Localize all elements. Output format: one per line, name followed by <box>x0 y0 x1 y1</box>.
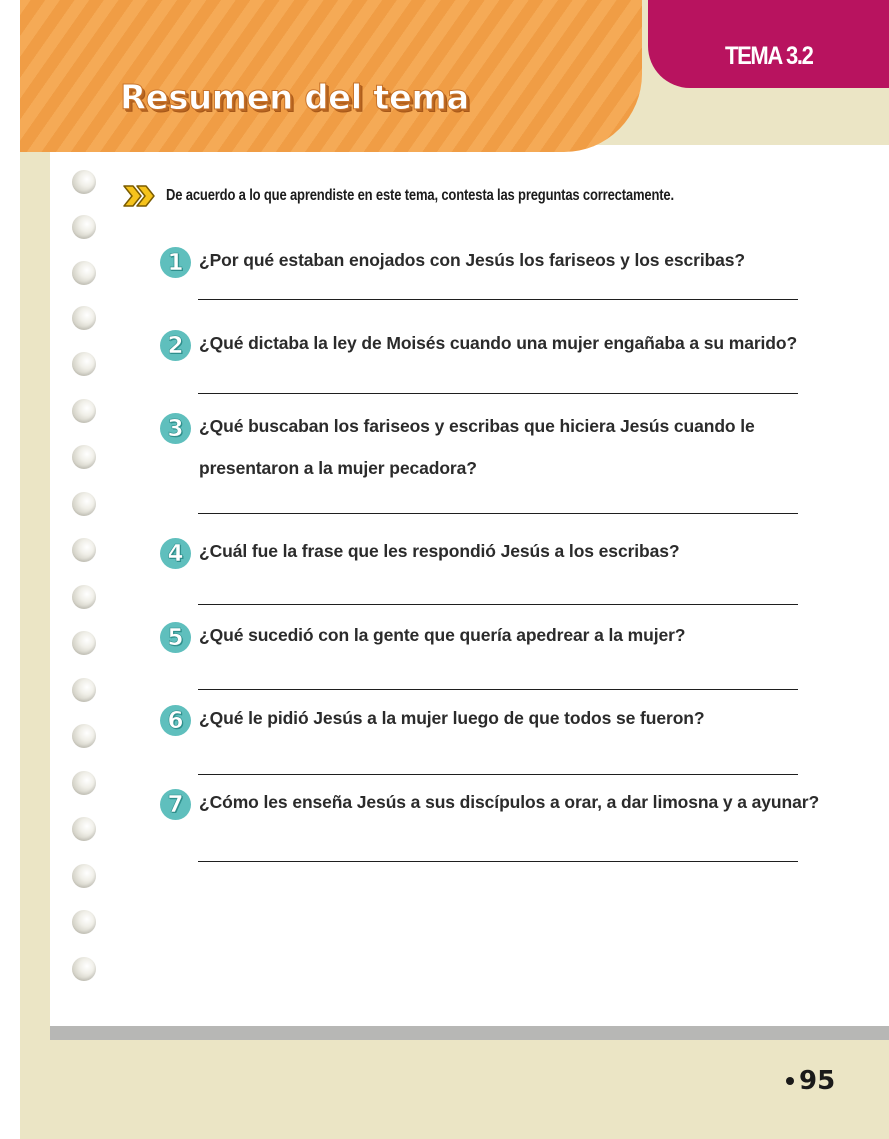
binder-ring <box>72 910 96 934</box>
answer-line-1[interactable] <box>198 299 798 300</box>
page-title: Resumen del tema <box>120 78 469 118</box>
page-number <box>786 1066 835 1096</box>
question-3 <box>160 416 759 489</box>
instruction <box>122 184 771 208</box>
binder-ring <box>72 678 96 702</box>
binder-ring <box>72 306 96 330</box>
answer-line-7[interactable] <box>198 861 798 862</box>
binder-ring <box>72 538 96 562</box>
question-text: ¿Cómo les enseña Jesús a sus discípulos a orar, a dar limosna y a ayunar? <box>199 792 820 812</box>
question-text: ¿Qué le pidió Jesús a la mujer luego de que todos se fueron? <box>199 708 705 728</box>
answer-line-2[interactable] <box>198 393 798 394</box>
page-number-text: 95 <box>799 1066 836 1096</box>
binder-ring <box>72 492 96 516</box>
answer-line-4[interactable] <box>198 604 798 605</box>
question-5 <box>160 625 799 656</box>
binder-ring <box>72 352 96 376</box>
answer-line-6[interactable] <box>198 774 798 775</box>
tema-label: TEMA 3.2 <box>725 42 813 70</box>
question-text: ¿Qué sucedió con la gente que quería apedrear a la mujer? <box>199 625 686 645</box>
question-7 <box>160 792 839 823</box>
answer-line-5[interactable] <box>198 689 798 690</box>
question-number-badge: 2 <box>160 330 191 361</box>
binder-ring <box>72 864 96 888</box>
question-number-badge: 5 <box>160 622 191 653</box>
answer-line-3[interactable] <box>198 513 798 514</box>
question-6 <box>160 708 799 739</box>
question-2 <box>160 333 799 364</box>
paper-shadow <box>50 1026 889 1040</box>
question-number-badge: 6 <box>160 705 191 736</box>
binder-ring <box>72 631 96 655</box>
binder-ring <box>72 399 96 423</box>
binder-ring <box>72 215 96 239</box>
double-chevron-right-icon <box>122 184 158 208</box>
question-number-badge: 1 <box>160 247 191 278</box>
question-number-badge: 7 <box>160 789 191 820</box>
binder-ring <box>72 724 96 748</box>
binder-ring <box>72 261 96 285</box>
question-number-badge: 3 <box>160 413 191 444</box>
question-text: ¿Qué dictaba la ley de Moisés cuando una mujer engañaba a su marido? <box>199 333 798 353</box>
question-text: ¿Por qué estaban enojados con Jesús los fariseos y los escribas? <box>199 250 746 270</box>
binder-ring <box>72 771 96 795</box>
binder-ring <box>72 170 96 194</box>
question-text: ¿Qué buscaban los fariseos y escribas que hiciera Jesús cuando le presentaron a la mujer pecadora? <box>199 416 755 478</box>
binder-ring <box>72 445 96 469</box>
question-1 <box>160 250 799 281</box>
binder-ring <box>72 957 96 981</box>
tema-tab <box>648 0 889 88</box>
question-number-badge: 4 <box>160 538 191 569</box>
instruction-text: De acuerdo a lo que aprendiste en este tema, contesta las preguntas correctamente. <box>166 187 674 204</box>
question-text: ¿Cuál fue la frase que les respondió Jesús a los escribas? <box>199 541 680 561</box>
binder-ring <box>72 585 96 609</box>
page-left-margin <box>0 0 20 1139</box>
binder-ring <box>72 817 96 841</box>
header-banner <box>20 0 642 152</box>
bullet-dot-icon <box>786 1077 794 1085</box>
question-4 <box>160 541 799 572</box>
